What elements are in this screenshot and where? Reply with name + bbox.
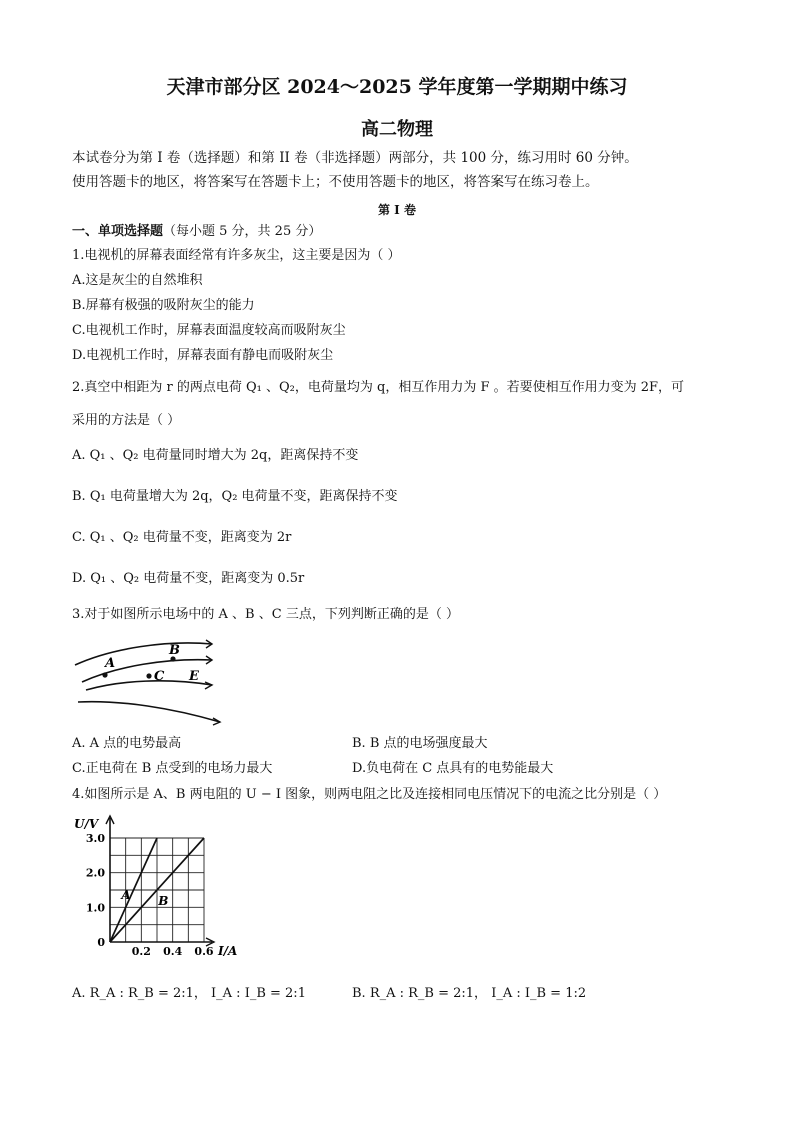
q3-stem: 3.对于如图所示电场中的 A 、B 、C 三点，下列判断正确的是（ ） (72, 607, 459, 622)
point-a (102, 672, 107, 677)
label-e: E (189, 669, 199, 684)
chart-axes (106, 816, 214, 946)
q2-stem-line-2: 采用的方法是（ ） (72, 413, 181, 428)
y-axis-label: U/V (74, 817, 99, 831)
field-line-1 (75, 643, 212, 665)
intro-line-1: 本试卷分为第 I 卷（选择题）和第 II 卷（非选择题）两部分，共 100 分，练习用时 60 分钟。 (72, 150, 638, 166)
x-tick-label: 0.2 (131, 945, 151, 958)
q2-option-a: A. Q₁ 、Q₂ 电荷量同时增大为 2q，距离保持不变 (72, 448, 359, 463)
q3-option-a: A. A 点的电势最高 (72, 736, 182, 751)
point-c (146, 673, 151, 678)
q4-option-a: A. R_A : R_B = 2:1， I_A : I_B = 2:1 (72, 986, 306, 1001)
exam-title: 天津市部分区 2024～2025 学年度第一学期期中练习 (166, 76, 628, 98)
x-tick-label: 0.6 (194, 945, 214, 958)
origin-label: 0 (97, 936, 105, 949)
field-line-3-arrow (205, 682, 212, 689)
label-c: C (154, 669, 165, 684)
intro-line-2: 使用答题卡的地区，将答案写在答题卡上；不使用答题卡的地区，将答案写在练习卷上。 (72, 174, 599, 190)
y-tick-label: 2.0 (85, 866, 105, 880)
q2-option-d: D. Q₁ 、Q₂ 电荷量不变，距离变为 0.5r (72, 571, 305, 586)
q2-stem-line-1: 2.真空中相距为 r 的两点电荷 Q₁ 、Q₂，电荷量均为 q，相互作用力为 F 。若要使相互作用力变为 2F，可 (72, 380, 685, 395)
electric-field-figure (72, 630, 222, 730)
q2-option-b: B. Q₁ 电荷量增大为 2q，Q₂ 电荷量不变，距离保持不变 (72, 489, 398, 504)
x-axis-label: I/A (218, 944, 238, 958)
field-line-4 (78, 702, 220, 722)
label-a: A (105, 656, 116, 671)
q1-option-d: D.电视机工作时，屏幕表面有静电而吸附灰尘 (72, 348, 334, 363)
section-note: （每小题 5 分，共 25 分） (163, 224, 322, 239)
y-tick-label: 3.0 (85, 832, 105, 845)
q2-option-c: C. Q₁ 、Q₂ 电荷量不变，距离变为 2r (72, 530, 292, 545)
q1-option-c: C.电视机工作时，屏幕表面温度较高而吸附灰尘 (72, 323, 346, 338)
q1-stem: 1.电视机的屏幕表面经常有许多灰尘，这主要是因为（ ） (72, 248, 401, 263)
q4-option-b: B. R_A : R_B = 2:1， I_A : I_B = 1:2 (352, 986, 587, 1001)
section-title: 一、单项选择题 (72, 224, 164, 239)
q3-option-d: D.负电荷在 C 点具有的电势能最大 (352, 761, 554, 776)
series-label-a: A (121, 887, 131, 902)
series-label-b: B (158, 893, 169, 908)
q1-option-a: A.这是灰尘的自然堆积 (72, 273, 203, 288)
y-tick-label: 1.0 (85, 901, 105, 915)
subject-title: 高二物理 (361, 119, 433, 140)
q4-stem: 4.如图所示是 A、B 两电阻的 U − I 图象，则两电阻之比及连接相同电压情况下的电流之比分别是（ ） (72, 787, 667, 802)
q1-option-b: B.屏幕有极强的吸附灰尘的能力 (72, 298, 255, 313)
part-label: 第 I 卷 (378, 203, 416, 217)
q3-option-c: C.正电荷在 B 点受到的电场力最大 (72, 761, 273, 776)
label-b: B (169, 643, 180, 658)
u-i-graph (68, 812, 248, 960)
x-tick-label: 0.4 (163, 945, 183, 958)
section-heading (72, 224, 321, 240)
q3-option-b: B. B 点的电场强度最大 (352, 736, 488, 751)
